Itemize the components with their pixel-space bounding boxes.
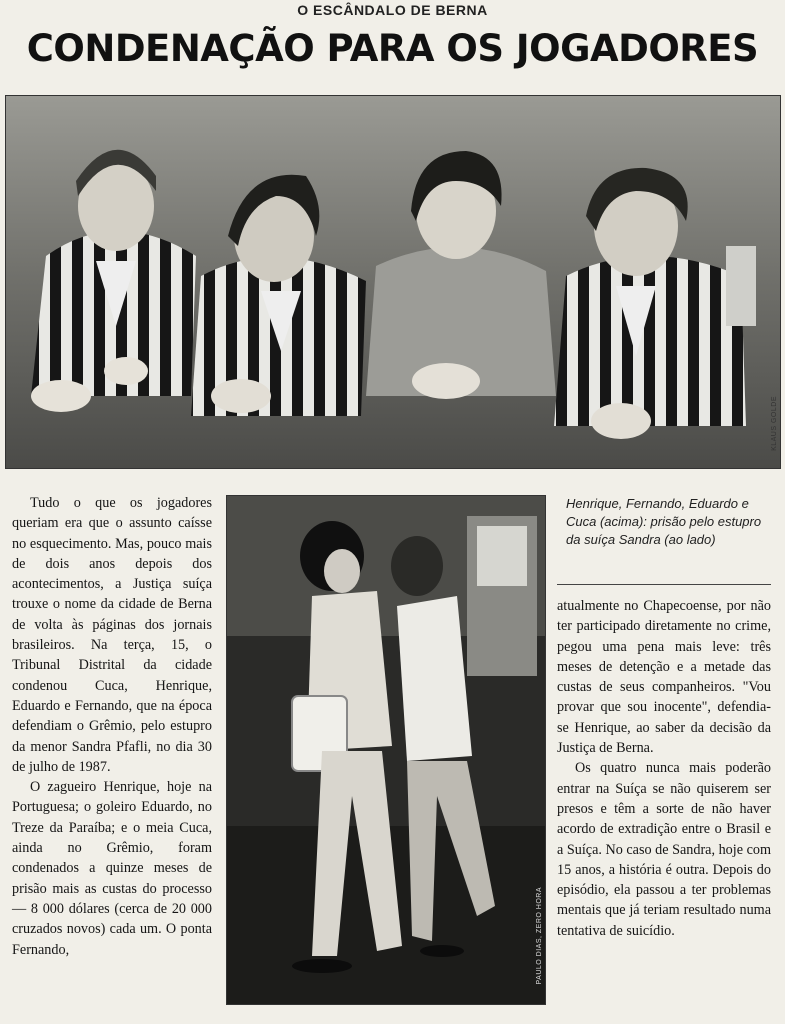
top-photo-credit: KLAUS GOLDE bbox=[771, 396, 778, 451]
article-column-1 bbox=[12, 493, 212, 960]
headline: CONDENAÇÃO PARA OS JOGADORES bbox=[26, 27, 759, 70]
bottom-photo-credit: PAULO DIAS, ZERO HORA bbox=[536, 886, 543, 984]
players-photo bbox=[5, 95, 781, 469]
article-paragraph: O zagueiro Henrique, hoje na Portuguesa; o goleiro Eduardo, no Treze da Paraíba; e o meia Cuca, ainda no Grêmio, foram condenados a quinze meses de prisão mais as custas do processo — 8 000 dólares (cerca de 20 000 cruzados novos) cada um. O ponta Fernando, bbox=[12, 779, 212, 958]
article-paragraph: atualmente no Chapecoense, por não ter participado diretamente no crime, pegou uma pena mais leve: três meses de detenção e a metade das custas de seus companheiros. "Vou provar que sou inocente", defendia-se Henrique, ao saber da decisão da Justiça de Berna. bbox=[557, 598, 771, 757]
article-column-3 bbox=[557, 596, 771, 941]
photo-caption: Henrique, Fernando, Eduardo e Cuca (acima): prisão pelo estupro da suíça Sandra (ao lado) bbox=[566, 496, 762, 547]
article-paragraph: Tudo o que os jogadores queriam era que o assunto caísse no esquecimento. Mas, pouco mais de dois anos depois dos acontecimentos, a Justiça suíça trouxe o nome da cidade de Berna de volta às páginas dos jornais brasileiros. Na terça, 15, o Tribunal Distrital da cidade condenou Cuca, Henrique, Eduardo e Fernando, que na época defendiam o Grêmio, pelo estupro da menor Sandra Pfafli, no dia 30 de julho de 1987. bbox=[12, 495, 212, 775]
section-kicker: O ESCÂNDALO DE BERNA bbox=[297, 2, 488, 18]
street-photo bbox=[226, 495, 546, 1005]
article-paragraph: Os quatro nunca mais poderão entrar na Suíça se não quiserem ser presos e têm a sorte de não haver acordo de extradição entre o Brasil e a Suíça. No caso de Sandra, hoje com 15 anos, a história é outra. Depois do episódio, ela passou a ter problemas mentais que já teriam resultado numa tentativa de suicídio. bbox=[557, 760, 771, 939]
caption-divider bbox=[557, 584, 771, 585]
